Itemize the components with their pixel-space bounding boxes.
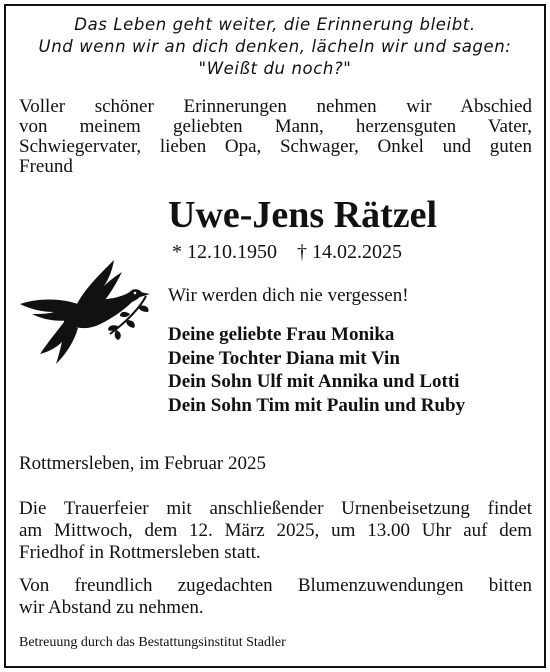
funeral-info [19,498,532,564]
funeral-line: Friedhof in Rottmersleben statt. [19,542,261,563]
mourner-entry: Dein Sohn Ulf mit Annika und Lotti [168,371,460,392]
mourner-entry: Deine Tochter Diana mit Vin [168,347,400,369]
flowers-line: Von freundlich zugedachten Blumenzuwendungen bitten [19,575,532,596]
intro-line: Voller schöner Erinnerungen nehmen wir Abschied [19,96,532,117]
place-and-date: Rottmersleben, im Februar 2025 [19,453,266,474]
intro-text [19,97,532,177]
intro-line: Schwiegervater, lieben Opa, Schwager, Onkel und guten [19,136,532,157]
mourner-entry: Dein Sohn Tim mit Paulin und Ruby [168,394,466,416]
mourners-list [168,323,465,417]
deceased-name: Uwe-Jens Rätzel [168,194,438,236]
motto-line: "Weißt du noch?" [198,59,352,78]
funeral-line: am Mittwoch, dem 12. März 2025, um 13.00 Uhr auf dem [19,520,532,541]
motto [20,14,530,80]
mourner-entry: Deine geliebte Frau Monika [168,324,395,345]
motto-line: Das Leben geht weiter, die Erinnerung bleibt. [74,15,476,34]
dove-with-olive-branch-icon [18,250,168,370]
funeral-line: Die Trauerfeier mit anschließender Urnenbeisetzung findet [19,498,532,519]
intro-line: Freund [19,156,73,177]
flowers-request [19,575,532,619]
birth-date: * 12.10.1950 [172,241,277,263]
intro-line: von meinem geliebten Mann, herzensguten Vater, [19,116,532,137]
flowers-line: wir Abstand zu nehmen. [19,597,204,618]
death-date: † 14.02.2025 [297,241,402,263]
undertaker-note: Betreuung durch das Bestattungsinstitut Stadler [19,635,286,650]
life-dates [172,240,402,264]
motto-line: Und wenn wir an dich denken, lächeln wir und sagen: [38,37,512,56]
memorial-line: Wir werden dich nie vergessen! [168,285,409,306]
